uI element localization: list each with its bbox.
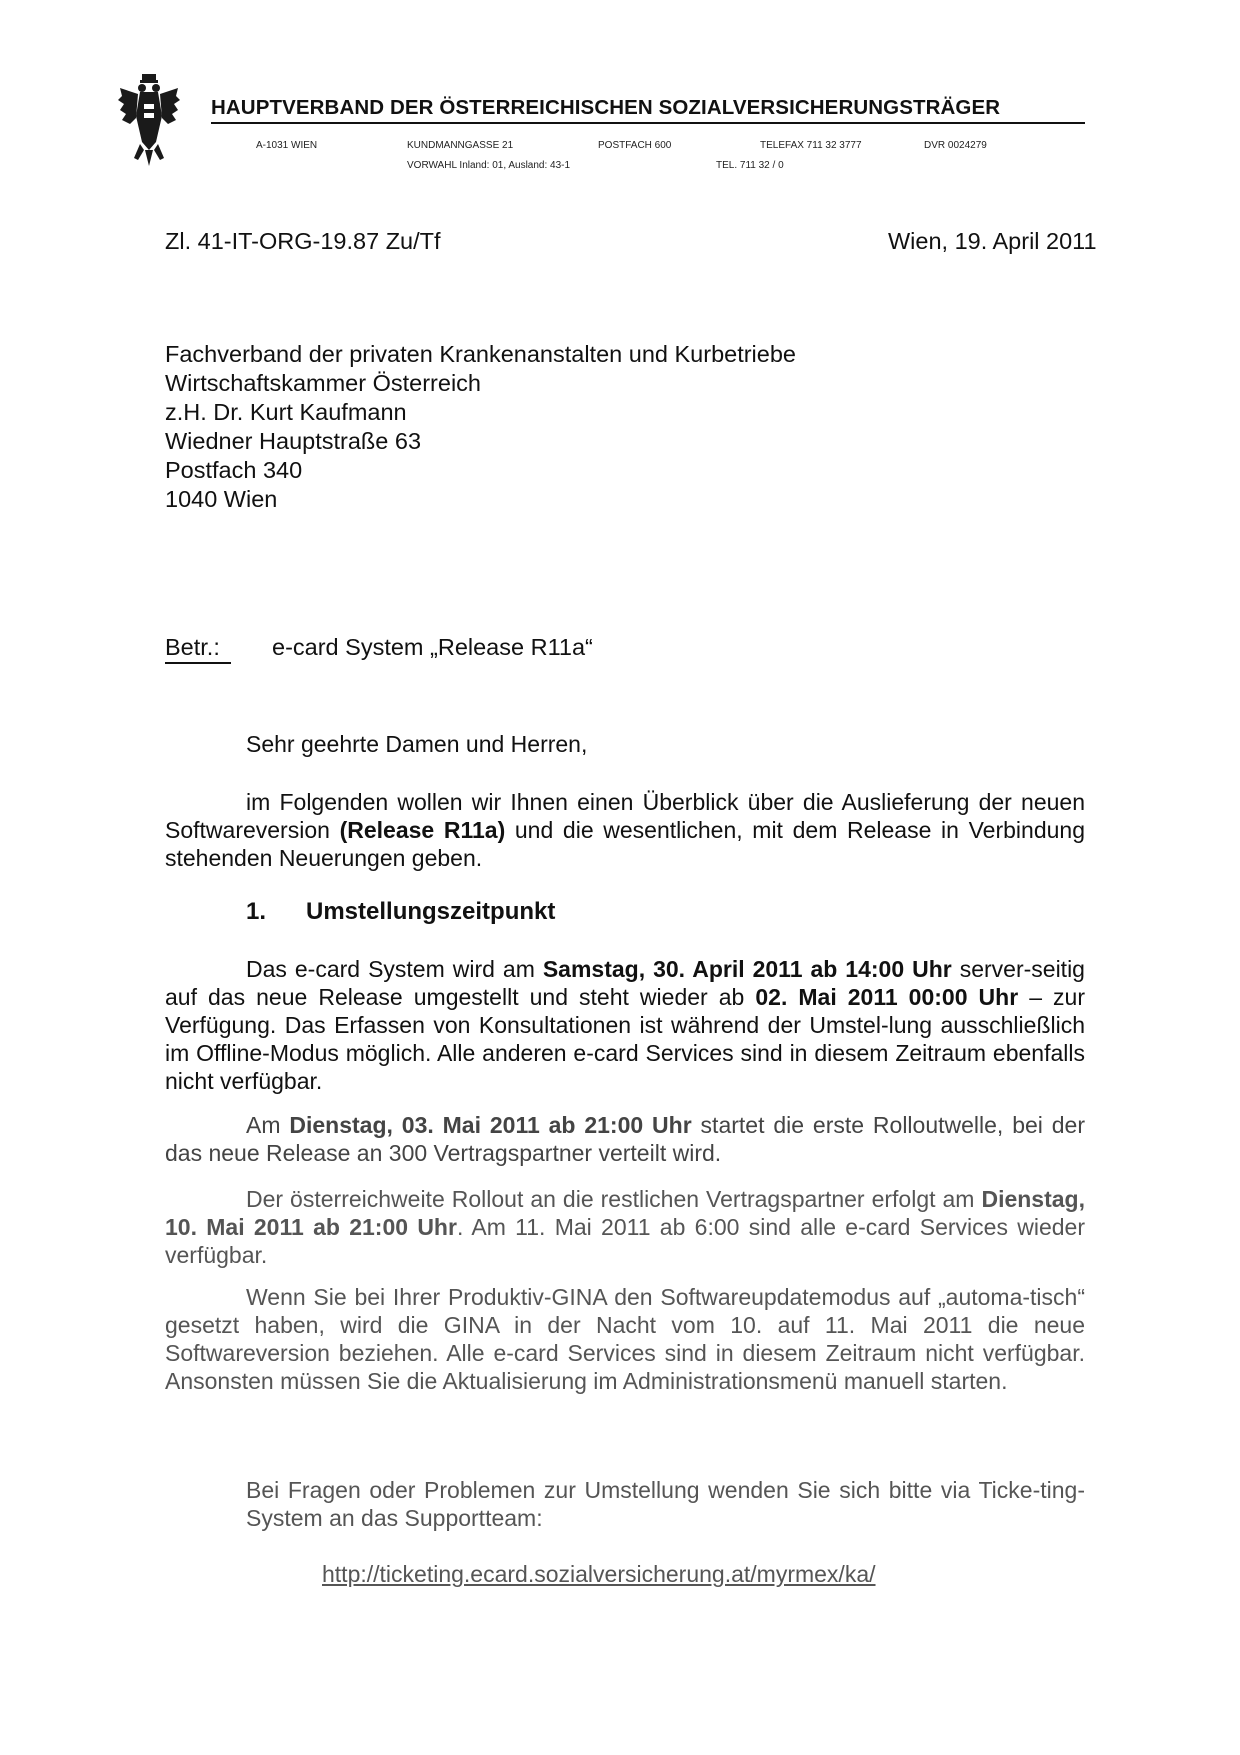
- subject-label: Betr.:: [165, 634, 220, 660]
- letterhead-city: A-1031 WIEN: [256, 140, 318, 151]
- letterhead-tel: TEL. 711 32 / 0: [716, 160, 784, 171]
- p1-bold-date-2: 02. Mai 2011 00:00 Uhr: [755, 984, 1019, 1010]
- intro-paragraph: [165, 788, 1085, 872]
- intro-text-2: und die wesentlichen, mit dem Release in Verbindung stehenden Neuerungen geben.: [165, 817, 1085, 871]
- paragraph-austria-rollout: [165, 1185, 1085, 1269]
- p1-text-2: server-seitig auf das neue Release umgestellt und steht wieder ab: [165, 956, 1085, 1010]
- subject-text: e-card System „Release R11a“: [272, 634, 593, 660]
- letterhead-vorwahl: VORWAHL Inland: 01, Ausland: 43-1: [407, 160, 571, 171]
- recipient-line: z.H. Dr. Kurt Kaufmann: [165, 399, 407, 425]
- paragraph-switchover: [165, 955, 1085, 1095]
- letterhead-divider: [211, 122, 1085, 124]
- support-ticketing-link[interactable]: http://ticketing.ecard.sozialversicherung.at/myrmex/ka/: [322, 1561, 876, 1587]
- recipient-line: Fachverband der privaten Krankenanstalten und Kurbetriebe: [165, 341, 796, 367]
- intro-bold: (Release R11a): [339, 817, 506, 843]
- recipient-line: Postfach 340: [165, 457, 303, 483]
- p1-bold-date: Samstag, 30. April 2011 ab 14:00 Uhr: [542, 956, 952, 982]
- letterhead-telefax: TELEFAX 711 32 3777: [760, 140, 862, 151]
- place-date: Wien, 19. April 2011: [888, 228, 1097, 254]
- intro-text: im Folgenden wollen wir Ihnen einen Überblick über die Auslieferung der neuen Softwareversion: [165, 789, 1085, 843]
- paragraph-gina-update: [165, 1283, 1085, 1395]
- letterhead-street: KUNDMANNGASSE 21: [407, 140, 514, 151]
- support-paragraph: Bei Fragen oder Problemen zur Umstellung wenden Sie sich bitte via Ticke-ting-System an das Supportteam:: [246, 1477, 1085, 1531]
- recipient-line: Wirtschaftskammer Österreich: [165, 370, 481, 396]
- section-number: 1.: [246, 898, 267, 925]
- p2-bold-date: Dienstag, 03. Mai 2011 ab 21:00 Uhr: [289, 1112, 692, 1138]
- section-title: Umstellungszeitpunkt: [306, 898, 556, 925]
- recipient-address: [165, 340, 796, 514]
- coat-of-arms-eagle-logo: [118, 72, 180, 168]
- p3-text-2: . Am 11. Mai 2011 ab 6:00 sind alle e-card Services wieder verfügbar.: [165, 1214, 1086, 1268]
- p3-bold-date: Dienstag, 10. Mai 2011 ab 21:00 Uhr: [165, 1186, 1085, 1240]
- reference-number: Zl. 41-IT-ORG-19.87 Zu/Tf: [165, 228, 441, 254]
- paragraph-first-rollout: [165, 1111, 1085, 1167]
- p2-text: Am: [246, 1112, 290, 1138]
- organization-name: HAUPTVERBAND DER ÖSTERREICHISCHEN SOZIALVERSICHERUNGSTRÄGER: [211, 96, 1001, 119]
- p4-text: Wenn Sie bei Ihrer Produktiv-GINA den Softwareupdatemodus auf „automa-tisch“ gesetzt haben, wird die GINA in der Nacht vom 10. auf 11. Mai 2011 die neue Softwareversion beziehen. Alle e-card Services sind in diesem Zeitraum nicht verfügbar. Ansonsten müssen Sie die Aktualisierung im Administrationsmenü manuell starten.: [165, 1284, 1085, 1394]
- salutation: Sehr geehrte Damen und Herren,: [246, 731, 588, 757]
- p1-text-3: – zur Verfügung. Das Erfassen von Konsultationen ist während der Umstel-lung ausschließlich im Offline-Modus möglich. Alle anderen e-card Services sind in diesem Zeitraum ebenfalls nicht verfügbar.: [165, 984, 1085, 1094]
- subject-underline: [165, 662, 231, 664]
- p3-text: Der österreichweite Rollout an die restlichen Vertragspartner erfolgt am: [246, 1186, 982, 1212]
- recipient-line: 1040 Wien: [165, 486, 278, 512]
- p1-text: Das e-card System wird am: [246, 956, 543, 982]
- p2-text-2: startet die erste Rolloutwelle, bei der das neue Release an 300 Vertragspartner verteilt wird.: [165, 1112, 1086, 1166]
- recipient-line: Wiedner Hauptstraße 63: [165, 428, 422, 454]
- letterhead-dvr: DVR 0024279: [924, 140, 987, 151]
- letterhead-postbox: POSTFACH 600: [598, 140, 672, 151]
